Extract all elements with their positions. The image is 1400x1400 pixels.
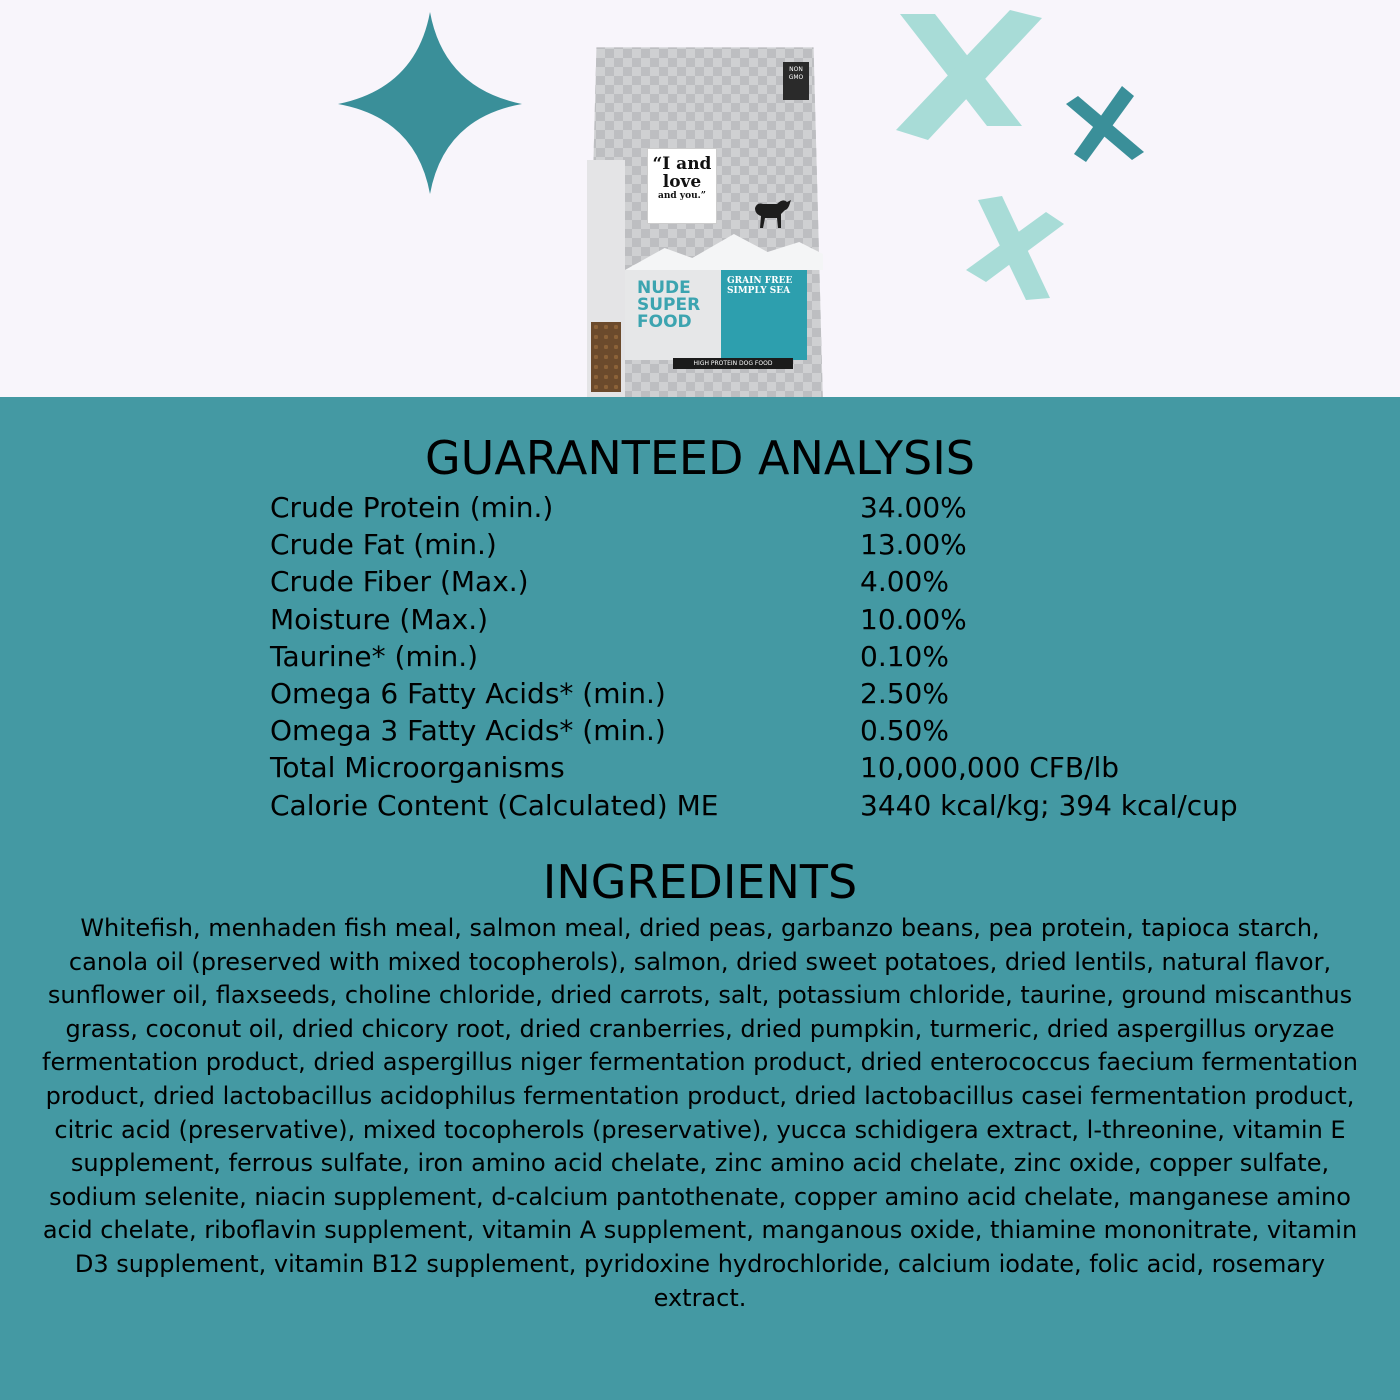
variant-line-2: SIMPLY SEA [727, 286, 791, 296]
brand-line-1: “I and [652, 154, 712, 174]
product-bag-image [587, 40, 823, 406]
analysis-label: Calorie Content (Calculated) ME [270, 788, 719, 822]
non-gmo-badge: NON GMO [783, 62, 809, 100]
analysis-label: Crude Fiber (Max.) [270, 565, 529, 599]
analysis-label: Taurine* (min.) [270, 639, 479, 673]
guaranteed-analysis-table [270, 489, 1330, 824]
analysis-label: Crude Protein (min.) [270, 491, 554, 524]
variant-title [727, 276, 792, 296]
analysis-value: 4.00% [860, 565, 949, 599]
analysis-row [270, 749, 1330, 786]
analysis-value: 2.50% [860, 676, 949, 710]
analysis-value: 0.50% [860, 714, 949, 748]
analysis-value: 10,000,000 CFB/lb [860, 751, 1120, 785]
analysis-label: Crude Fat (min.) [270, 528, 497, 562]
analysis-value: 3440 kcal/kg; 394 kcal/cup [860, 788, 1238, 822]
guaranteed-analysis-title: GUARANTEED ANALYSIS [425, 431, 975, 485]
analysis-value: 10.00% [860, 602, 967, 636]
product-line-title [637, 280, 700, 331]
variant-line-1: GRAIN FREE [727, 276, 793, 286]
brand-logo [647, 148, 717, 224]
ingredients-title: INGREDIENTS [542, 855, 858, 909]
analysis-value: 0.10% [860, 639, 949, 673]
analysis-value: 34.00% [860, 491, 967, 524]
analysis-row [270, 675, 1330, 712]
analysis-label: Total Microorganisms [270, 751, 565, 785]
analysis-row [270, 787, 1330, 824]
analysis-value: 13.00% [860, 528, 967, 562]
brand-line-2: love [662, 172, 702, 192]
analysis-label: Moisture (Max.) [270, 602, 489, 636]
product-line-word-1: NUDE [637, 278, 691, 298]
x-icon-large [896, 10, 1042, 140]
analysis-label: Omega 6 Fatty Acids* (min.) [270, 676, 666, 710]
product-line-word-2: SUPER [637, 295, 701, 315]
dog-silhouette-icon [747, 188, 797, 238]
x-icon-small-light [966, 196, 1064, 300]
analysis-row [270, 638, 1330, 675]
analysis-row [270, 601, 1330, 638]
brand-line-3: and you.” [658, 191, 706, 201]
analysis-row [270, 489, 1330, 526]
sparkle-icon [338, 12, 522, 194]
product-line-word-3: FOOD [637, 312, 692, 332]
x-icon-small-dark [1066, 86, 1144, 162]
high-protein-banner: HIGH PROTEIN DOG FOOD [673, 358, 793, 369]
analysis-row [270, 526, 1330, 563]
analysis-label: Omega 3 Fatty Acids* (min.) [270, 714, 666, 748]
ingredients-list: Whitefish, menhaden fish meal, salmon meal, dried peas, garbanzo beans, pea protein, tapioca starch, canola oil (preserved with mixed tocopherols), salmon, dried sweet potatoes, dried lentils, natural flavor, sunflower oil, flaxseeds, choline chloride, dried carrots, salt, potassium chloride, taurine, ground miscanthus grass, coconut oil, dried chicory root, dried cranberries, dried pumpkin, turmeric, dried aspergillus oryzae fermentation product, dried aspergillus niger fermentation product, dried enterococcus faecium fermentation product, dried lactobacillus acidophilus fermentation product, dried lactobacillus casei fermentation product, citric acid (preservative), mixed tocopherols (preservative), yucca schidigera extract, l-threonine, vitamin E supplement, ferrous sulfate, iron amino acid chelate, zinc amino acid chelate, zinc oxide, copper sulfate, sodium selenite, niacin supplement, d-calcium pantothenate, copper amino acid chelate, manganese amino acid chelate, riboflavin supplement, vitamin A supplement, manganous oxide, thiamine mononitrate, vitamin D3 supplement, vitamin B12 supplement, pyridoxine hydrochloride, calcium iodate, folic acid, rosemary extract. [42, 914, 1358, 1312]
analysis-row [270, 712, 1330, 749]
analysis-row [270, 563, 1330, 600]
kibble-window [591, 322, 621, 392]
